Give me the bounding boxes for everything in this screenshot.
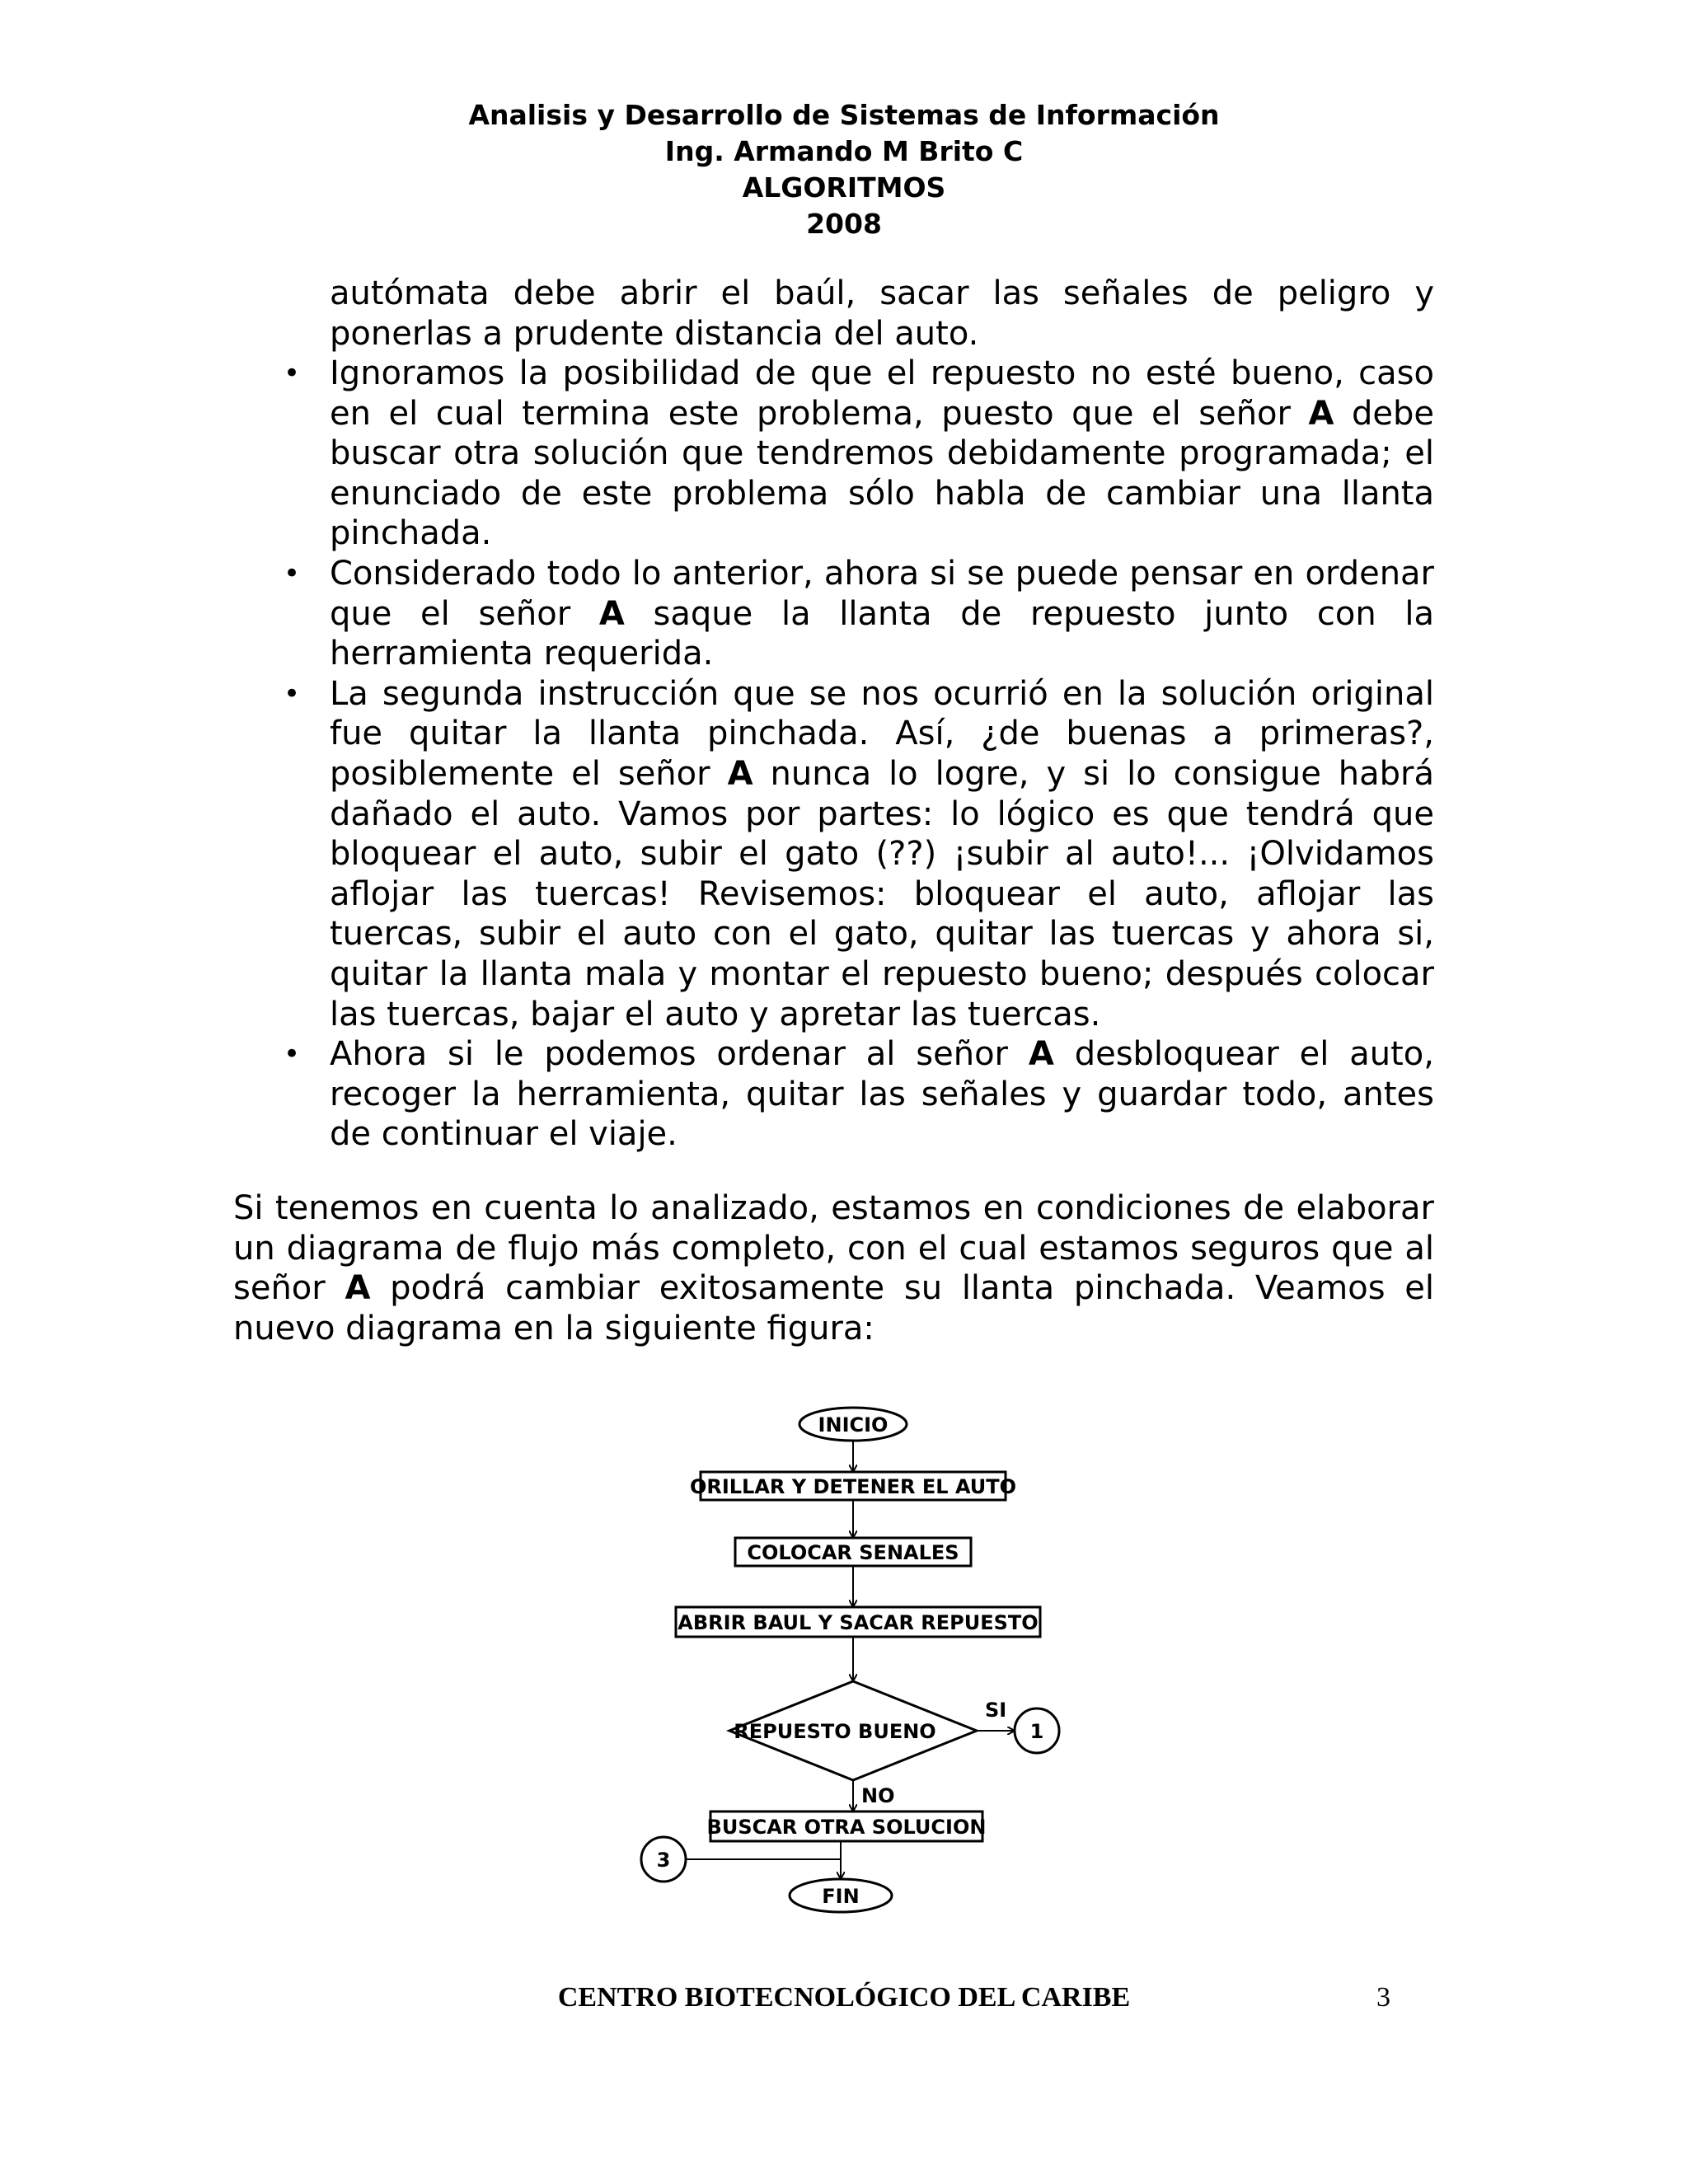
connector-3-label: 3 xyxy=(656,1849,671,1872)
page-header xyxy=(0,97,1688,242)
header-course: Analisis y Desarrollo de Sistemas de Información xyxy=(468,99,1220,131)
page-number: 3 xyxy=(1376,1982,1390,2013)
bold-letter: A xyxy=(1308,394,1334,433)
bullet-item: • Considerado todo lo anterior, ahora si se puede pensar en ordenar que el señor A saque la llanta de repuesto junto con la herramienta requerida. xyxy=(284,554,1434,673)
connector-1-label: 1 xyxy=(1029,1720,1044,1743)
bullet-dot: • xyxy=(284,677,301,710)
footer-organization: CENTRO BIOTECNOLÓGICO DEL CARIBE xyxy=(557,1982,1131,2013)
step-label-4: BUSCAR OTRA SOLUCION xyxy=(706,1816,987,1839)
closing-paragraph: Si tenemos en cuenta lo analizado, estamos en condiciones de elaborar un diagrama de flujo más completo, con el cual estamos seguros que al señor A podrá cambiar exitosamente su llanta pinchada. Veamos el nuevo diagrama en la siguiente figura: xyxy=(233,1189,1434,1347)
header-year: 2008 xyxy=(806,208,882,240)
page-footer xyxy=(0,1982,1688,2018)
continuation-paragraph: autómata debe abrir el baúl, sacar las señales de peligro y ponerlas a prudente distancia del auto. xyxy=(330,274,1434,353)
bullet-list xyxy=(284,354,1434,1155)
bullet-dot: • xyxy=(284,1038,301,1071)
header-subject: ALGORITMOS xyxy=(742,171,946,204)
bold-letter: A xyxy=(1028,1035,1054,1074)
bullet-item: • La segunda instrucción que se nos ocurrió en la solución original fue quitar la llanta pinchada. Así, ¿de buenas a primeras?, posiblemente el señor A nunca lo logre, y si lo consigue habrá dañado el auto. Vamos por partes: lo lógico es que tendrá que bloquear el auto, subir el gato (??) ¡subir al auto!... ¡Olvidamos aflojar las tuercas! Revisemos: bloquear el auto, aflojar las tuercas, subir el auto con el gato, quitar las tuercas y ahora si, quitar la llanta mala y montar el repuesto bueno; después colocar las tuercas, bajar el auto y apretar las tuercas. xyxy=(284,674,1434,1033)
decision-label: REPUESTO BUENO xyxy=(734,1720,936,1743)
flowchart xyxy=(635,1401,1080,1920)
bullet-dot: • xyxy=(284,556,301,590)
start-label: INICIO xyxy=(818,1413,889,1436)
bullet-dot: • xyxy=(284,357,301,390)
no-label: NO xyxy=(861,1784,895,1807)
yes-label: SI xyxy=(985,1699,1007,1722)
end-label: FIN xyxy=(822,1885,860,1908)
bold-letter: A xyxy=(598,594,625,633)
header-author: Ing. Armando M Brito C xyxy=(664,135,1024,167)
step-label-1: ORILLAR Y DETENER EL AUTO xyxy=(689,1475,1017,1498)
step-label-2: COLOCAR SENALES xyxy=(747,1541,959,1564)
bold-letter: A xyxy=(727,754,753,793)
bold-letter: A xyxy=(345,1269,371,1308)
step-label-3: ABRIR BAUL Y SACAR REPUESTO xyxy=(678,1611,1039,1634)
bullet-item: • Ignoramos la posibilidad de que el repuesto no esté bueno, caso en el cual termina este problema, puesto que el señor A debe buscar otra solución que tendremos debidamente programada; el enunciado de este problema sólo habla de cambiar una llanta pinchada. xyxy=(284,354,1434,553)
bullet-item: • Ahora si le podemos ordenar al señor A desbloquear el auto, recoger la herramienta, quitar las señales y guardar todo, antes de continuar el viaje. xyxy=(284,1035,1434,1154)
